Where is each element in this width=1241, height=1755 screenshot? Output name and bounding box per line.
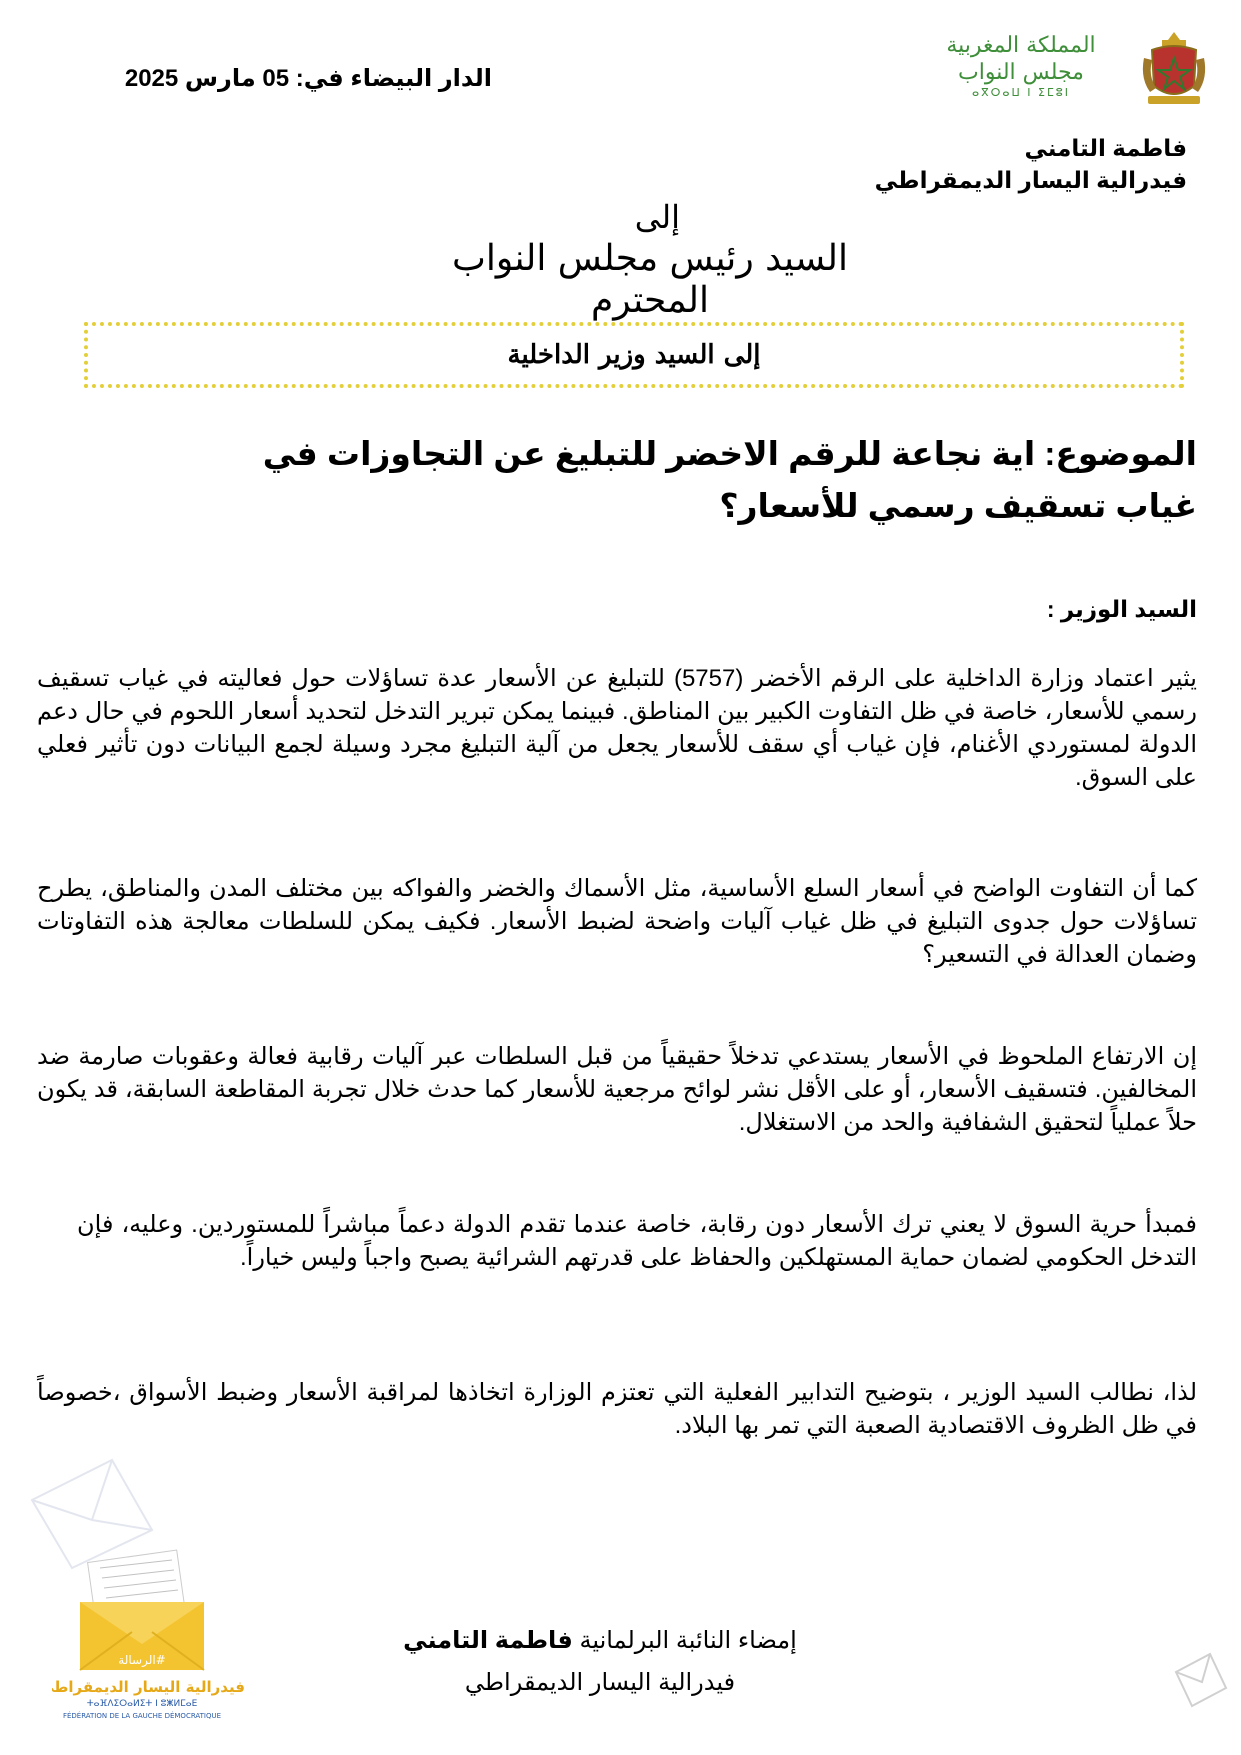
signature-line [300,1620,900,1662]
parliament-logo [921,32,1121,100]
party-hashtag: #الرسالة [118,1653,166,1667]
addressee-box [84,322,1184,388]
parliament-line3: ⴰⴳⵔⴰⵡ ⵏ ⵉⵎⵓⵏ [972,86,1070,99]
parliament-line2: مجلس النواب [958,60,1084,85]
decorative-paper-icon [1170,1648,1230,1712]
author-name: فاطمة التامني [1024,135,1187,161]
signature-party: فيدرالية اليسار الديمقراطي [464,1669,736,1696]
party-name-amz: ⵜⴰⴼⴷⵉⵔⴰⵍⵉⵜ ⵏ ⵓⵥⵍⵎⴰⴹ [86,1699,198,1709]
date-label: الدار البيضاء في: [295,65,492,92]
author-block [875,132,1187,196]
parliament-line1: المملكة المغربية [946,33,1096,58]
boxed-addressee: إلى السيد وزير الداخلية [507,340,761,370]
paragraph-4: فمبدأ حرية السوق لا يعني ترك الأسعار دون رقابة، خاصة عندما تقدم الدولة دعماً مباشراً للمستوردين. وعليه، فإن التدخل الحكومي لضمان حماية المستهلكين والحفاظ على قدرتهم الشرائية يصبح واجباً وليس خياراً. [77,1211,1197,1271]
signature-prefix: إمضاء النائبة البرلمانية [579,1627,797,1654]
paragraph-3: إن الارتفاع الملحوظ في الأسعار يستدعي تدخلاً حقيقياً من قبل السلطات عبر آليات رقابية فعالة وعقوبات صارمة ضد المخالفين. فتسقيف الأسعار، أو على الأقل نشر لوائح مرجعية للأسعار كما حدث خلال تجربة المقاطعة السابقة، قد يكون حلاً عملياً لتحقيق الشفافية والحد من الاستغلال. [37,1043,1197,1136]
party-logo [52,1532,252,1732]
signature-block [300,1620,900,1704]
party-name-fr: FÉDÉRATION DE LA GAUCHE DÉMOCRATIQUE [62,1712,222,1720]
author-party: فيدرالية اليسار الديمقراطي [874,167,1187,193]
party-name-ar: فيدرالية اليسار الديمقراطي [52,1678,245,1696]
royal-emblem-icon [1138,28,1210,108]
handwritten-to: إلى [634,198,680,236]
salutation: السيد الوزير : [1046,596,1197,622]
handwritten-line: السيد رئيس مجلس النواب المحترم [452,238,848,321]
paragraph-2: كما أن التفاوت الواضح في أسعار السلع الأساسية، مثل الأسماك والخضر والفواكه بين مختلف المدن والمناطق، يطرح تساؤلات حول جدوى التبليغ في ظل غياب آليات واضحة لضبط الأسعار. فكيف يمكن للسلطات معالجة هذه التفاوتات وضمان العدالة في التسعير؟ [37,875,1197,968]
handwritten-addressee [420,196,880,322]
date-line [92,64,492,93]
signature-name: فاطمة التامني [403,1627,573,1654]
paragraph-5: لذا، نطالب السيد الوزير ، بتوضيح التدابير الفعلية التي تعتزم الوزارة اتخاذها لمراقبة الأسعار وضبط الأسواق ،خصوصاً في ظل الظروف الاقتصادية الصعبة التي تمر بها البلاد. [37,1379,1197,1439]
paragraph-1: يثير اعتماد وزارة الداخلية على الرقم الأخضر (5757) للتبليغ عن الأسعار عدة تساؤلات حول فعاليته في غياب تسقيف رسمي للأسعار، خاصة في ظل التفاوت الكبير بين المناطق. فبينما يمكن تبرير التدخل لتحديد أسعار اللحوم في حال دعم الدولة لمستوردي الأغنام، فإن غياب أي سقف للأسعار يجعل من آلية التبليغ مجرد وسيلة لجمع البيانات دون تأثير فعلي على السوق. [37,665,1197,791]
subject-heading: الموضوع: اية نجاعة للرقم الاخضر للتبليغ عن التجاوزات في غياب تسقيف رسمي للأسعار؟ [262,435,1197,524]
date-value: 05 مارس 2025 [124,65,290,92]
